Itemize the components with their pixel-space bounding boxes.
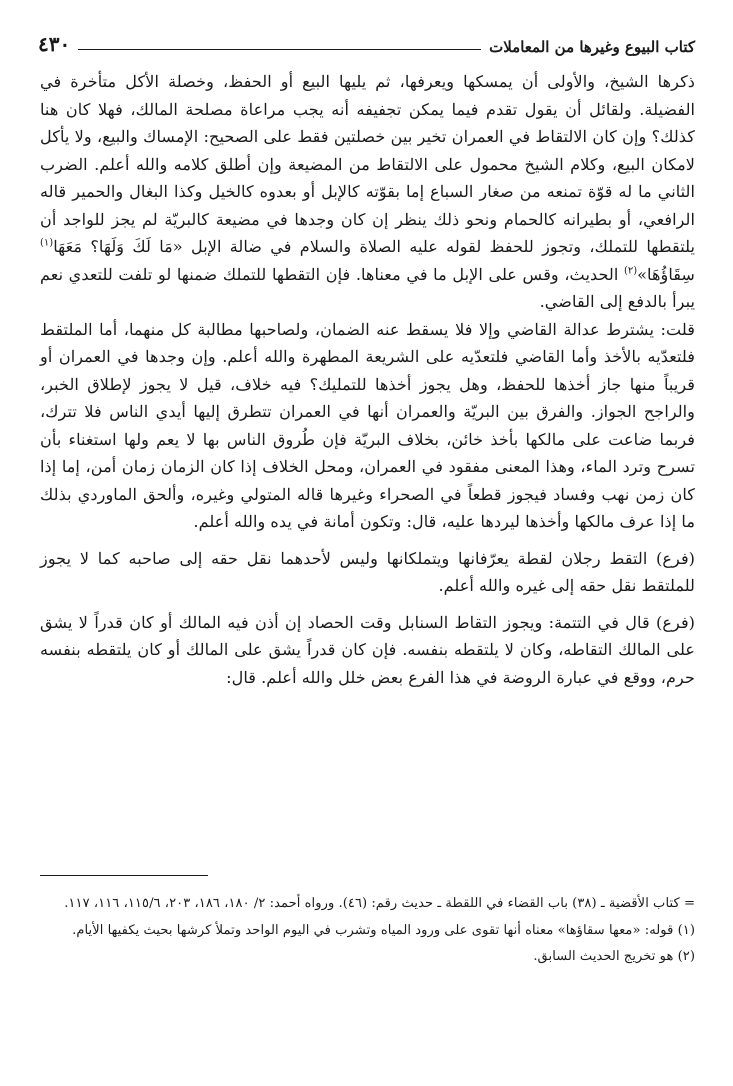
header-rule [78,49,481,50]
page-number: ٤٣٠ [38,32,71,56]
footnote-1: (١) قوله: «معها سقاؤها» معناه أنها تقوى على ورود المياه وتشرب في اليوم الواحد وتملأ كرشها بحيث يكفيها الأيام. [72,922,695,938]
paragraph-1-part-a: ذكرها الشيخ، والأولى أن يمسكها ويعرفها، ثم يليها البيع أو الحفظ، وخصلة الأكل متأخرة في الفضيلة. ولقائل أن يقول تقدم فيما يمكن تجفيفه أنه يجب مراعاة مصلحة المالك، فهلا كان هنا كذلك؟ وإن كان الالتقاط في العمران تخير بين خصلتين فقط على الصحيح: الإمساك والبيع، ولا يأكل لامكان البيع، وكلام الشيخ محمول على الالتقاط من المضيعة وإن أطلق كلامه والله أعلم. الضرب الثاني ما له قوّة تمنعه من صغار السباع إما بقوّته كالإبل أو بعدوه كالخيل وكذا البغال والحمير قاله الرافعي، أو بطيرانه كالحمام ونحو ذلك ينظر إن كان وجدها في مضيعة كالبريّة لم يجز للواجد أن يلتقطها للتملك، وتجوز للحفظ لقوله عليه الصلاة والسلام في ضالة الإبل «مَا لَكَ وَلَهَا؟ مَعَهَا [40,72,695,256]
paragraph-1-part-b: سِقَاؤُهَا» [637,264,695,284]
footnotes [40,893,695,973]
footnote-continued: = كتاب الأقضية ـ (٣٨) باب القضاء في اللقطة ـ حديث رقم: (٤٦). ورواه أحمد: ٢/ ١٨٠، ١٨٦، ٢٠٣، ١١٥/٦، ١١٦، ١١٧. [64,896,695,911]
paragraph-3: (فرع) التقط رجلان لقطة يعرّفانها ويتملكانها وليس لأحدهما نقل حقه إلى صاحبه كما لا يجوز للملتقط نقل حقه إلى غيره والله أعلم. [40,548,695,595]
footnote-2: (٢) هو تخريج الحديث السابق. [533,949,695,964]
footnote-ref-2: (٢) [623,265,638,277]
paragraph-1 [40,68,695,316]
running-title: كتاب البيوع وغيرها من المعاملات [489,38,695,56]
footnote-ref-1: (١) [40,237,54,249]
main-text [40,68,695,691]
page-header [38,30,695,56]
paragraph-1-part-c: الحديث، وقس على الإبل ما في معناها. فإن التقطها للتملك ضمنها لو تلفت للتعدي نعم يبرأ بالدفع إلى القاضي. [40,264,695,311]
paragraph-4: (فرع) قال في التتمة: ويجوز التقاط السنابل وقت الحصاد إن أذن فيه المالك أو كان قدراً لا يشق على المالك التقاطه، وكان لا يلتقطه بنفسه. فإن كان قدراً يشق على المالك أو كان يلتقطه بنفسه حرم، ووقع في عبارة الروضة في هذا الفرع بعض خلل والله أعلم. قال: [40,612,695,687]
footnote-divider [40,875,208,876]
paragraph-2: قلت: يشترط عدالة القاضي وإلا فلا يسقط عنه الضمان، ولصاحبها مطالبة كل منهما، أما الملتقط فلتعدّيه بالأخذ وأما القاضي فلتعدّيه على الشريعة المطهرة والله أعلم. وإن وجدها في العمران أو قريباً منها جاز أخذها للحفظ، وهل يجوز أخذها للتمليك؟ فيه خلاف، قيل لا يجوز لإطلاق الخبر، والراجح الجواز. والفرق بين البريّة والعمران أنها في العمران تتطرق إليها أيدي الناس فلا تترك، فربما ضاعت على مالكها بأخذ خائن، بخلاف البريّة فإن طُروق الناس بها لا يعم ولها استغناء بأن تسرح وترد الماء، وهذا المعنى مفقود في العمران، ومحل الخلاف إذا كان الزمان زمان أمن، إما إذا كان زمن نهب وفساد فيجوز قطعاً في الصحراء وغيرها قاله المتولي وغيره، وألحق الماوردي بذلك ما إذا عرف مالكها وأخذها ليردها عليه، قال: وتكون أمانة في يده والله أعلم. [40,319,695,531]
